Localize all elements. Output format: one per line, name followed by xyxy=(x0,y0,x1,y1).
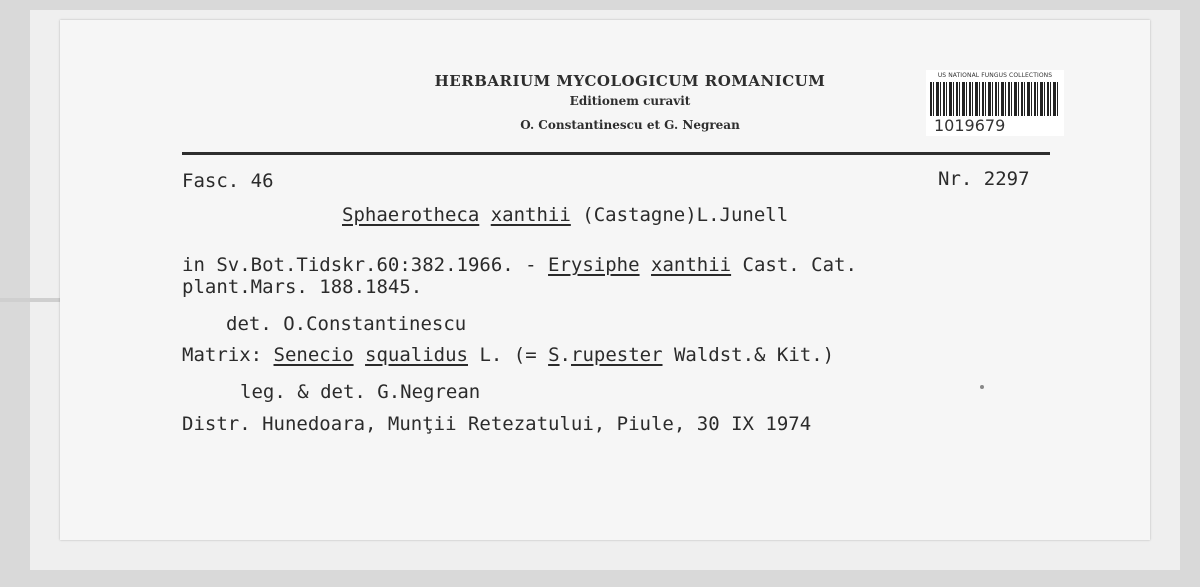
synonym-genus: Erysiphe xyxy=(548,254,640,276)
taxon-genus: Sphaerotheca xyxy=(342,204,480,226)
ink-spot xyxy=(980,385,984,389)
matrix-label: Matrix: xyxy=(182,344,274,366)
synonym-author: Cast. Cat. xyxy=(742,254,857,276)
matrix-line xyxy=(182,344,834,366)
matrix-syn-genus: S xyxy=(548,344,560,366)
citation-line-2: plant.Mars. 188.1845. xyxy=(182,276,423,298)
determiner: det. O.Constantinescu xyxy=(226,313,467,335)
barcode-bars xyxy=(930,82,1060,116)
matrix-syn-sep: . xyxy=(559,344,571,366)
taxon-species: xanthii xyxy=(490,204,571,226)
sheet-edge xyxy=(0,298,60,302)
herbarium-editors: O. Constantinescu et G. Negrean xyxy=(520,118,740,132)
matrix-species: squalidus xyxy=(365,344,468,366)
matrix-syn-author: Waldst.& Kit.) xyxy=(673,344,835,366)
citation-prefix: in Sv.Bot.Tidskr.60:382.1966. - xyxy=(182,254,549,276)
synonym-species: xanthii xyxy=(651,254,732,276)
barcode-collection: US NATIONAL FUNGUS COLLECTIONS xyxy=(937,72,1053,79)
specimen-label xyxy=(60,20,1150,540)
herbarium-title: HERBARIUM MYCOLOGICUM ROMANICUM xyxy=(434,72,826,90)
citation-line-1 xyxy=(182,254,857,276)
matrix-mid: L. (= xyxy=(479,344,549,366)
header-divider xyxy=(182,152,1050,155)
matrix-genus: Senecio xyxy=(273,344,354,366)
taxon-name xyxy=(342,204,788,226)
barcode-number: 1019679 xyxy=(934,116,1006,135)
label-header xyxy=(430,70,830,140)
barcode-sticker xyxy=(926,70,1064,136)
locality: Distr. Hunedoara, Munţii Retezatului, Piule, 30 IX 1974 xyxy=(182,413,812,435)
fascicle-number: Fasc. 46 xyxy=(182,170,274,192)
taxon-author: (Castagne)L.Junell xyxy=(582,204,789,226)
herbarium-subtitle: Editionem curavit xyxy=(569,94,691,108)
matrix-syn-species: rupester xyxy=(571,344,663,366)
collector: leg. & det. G.Negrean xyxy=(240,381,481,403)
specimen-number: Nr. 2297 xyxy=(938,168,1030,190)
